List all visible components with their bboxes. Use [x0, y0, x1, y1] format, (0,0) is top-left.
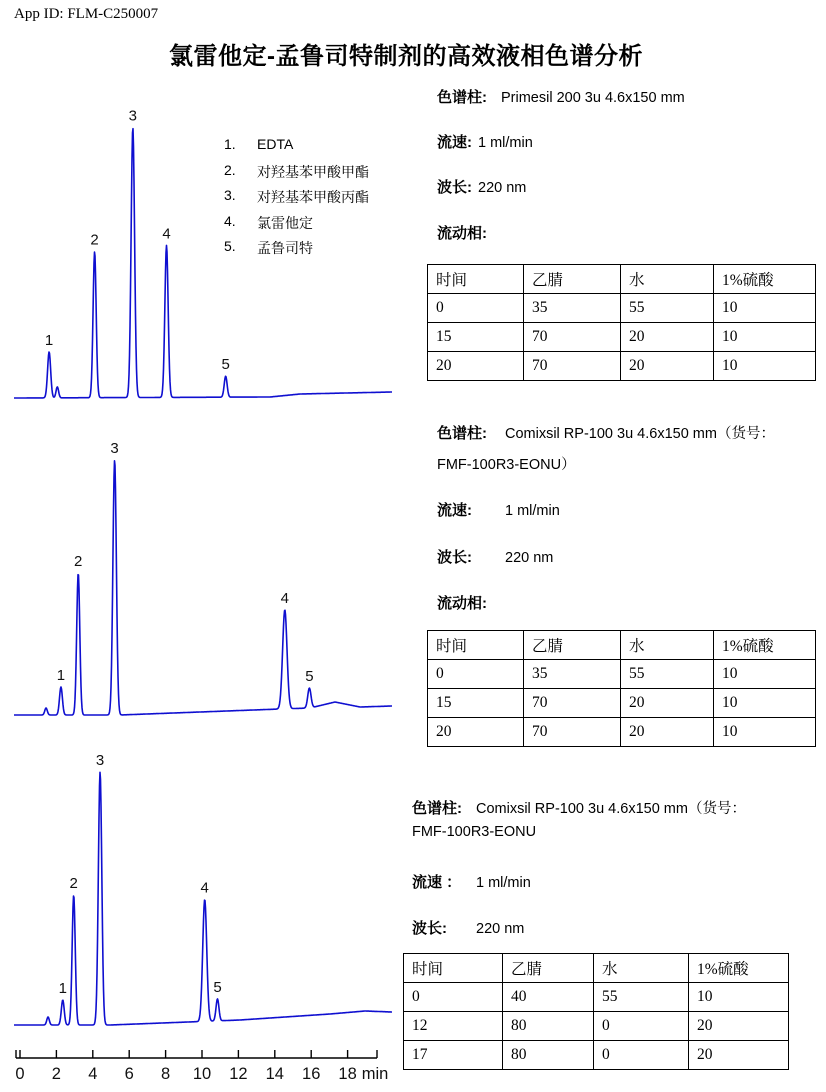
column-label: 色谱柱: [437, 425, 487, 442]
legend-item-number: 5. [224, 238, 236, 254]
mp-cell: 70 [524, 718, 621, 747]
wavelength-value: 220 nm [476, 921, 525, 937]
peak-label: 3 [128, 108, 137, 125]
mp-cell: 55 [621, 294, 714, 323]
mp-col-header: 乙腈 [524, 631, 621, 660]
chromatogram-2 [0, 420, 400, 722]
peak-legend [224, 136, 369, 264]
column-row-1 [437, 86, 685, 107]
mp-cell: 20 [689, 1012, 789, 1041]
flow-rate-value: 1 ml/min [476, 875, 531, 891]
mp-cell: 10 [714, 352, 816, 381]
peak-label: 4 [200, 879, 209, 897]
axis-tick-label: 6 [124, 1065, 134, 1083]
mp-cell: 0 [594, 1041, 689, 1070]
mp-cell: 0 [594, 1012, 689, 1041]
mp-col-header: 乙腈 [503, 954, 594, 983]
axis-unit-label: min [361, 1065, 389, 1083]
flow-rate-value: 1 ml/min [505, 503, 560, 519]
table-row [404, 954, 789, 983]
mp-cell: 0 [428, 660, 524, 689]
table-row [428, 294, 816, 323]
wavelength-row-3 [412, 917, 524, 938]
mp-cell: 20 [621, 323, 714, 352]
mp-cell: 70 [524, 323, 621, 352]
mp-cell: 55 [621, 660, 714, 689]
mp-cell: 70 [524, 352, 621, 381]
flow-rate-row-1 [437, 131, 533, 152]
column-value: Primesil 200 3u 4.6x150 mm [501, 90, 685, 106]
table-row [428, 352, 816, 381]
mp-col-header: 时间 [428, 631, 524, 660]
mp-cell: 20 [621, 689, 714, 718]
mobile-phase-row-2 [437, 592, 487, 613]
wavelength-value: 220 nm [478, 180, 527, 196]
table-row [428, 265, 816, 294]
mobile-phase-row-1 [437, 222, 487, 243]
page-title: 氯雷他定-孟鲁司特制剂的高效液相色谱分析 [169, 43, 643, 70]
mobile-phase-label: 流动相: [437, 225, 487, 242]
mp-cell: 10 [714, 660, 816, 689]
mp-cell: 40 [503, 983, 594, 1012]
legend-item-label: 孟鲁司特 [257, 240, 313, 256]
mobile-phase-label: 流动相: [437, 595, 487, 612]
flow-rate-label: 流速 ： [412, 874, 462, 891]
peak-label: 1 [44, 331, 54, 349]
axis-tick-label: 16 [302, 1065, 321, 1083]
column-label: 色谱柱: [412, 800, 462, 817]
legend-item [224, 238, 369, 264]
peak-label: 2 [69, 875, 78, 892]
legend-item-label: EDTA [257, 136, 294, 152]
legend-item-label: 对羟基苯甲酸丙酯 [257, 189, 369, 205]
wavelength-label: 波长: [437, 549, 472, 566]
legend-item-number: 4. [224, 212, 236, 229]
peak-label: 2 [74, 553, 83, 570]
mp-cell: 10 [714, 718, 816, 747]
column-value-line2: FMF-100R3-EONU [412, 824, 537, 840]
axis-tick-label: 18 [338, 1065, 357, 1083]
legend-item-label: 氯雷他定 [257, 214, 313, 231]
column-value: Comixsil RP-100 3u 4.6x150 mm（货号： [476, 801, 746, 817]
mp-cell: 35 [524, 294, 621, 323]
peak-label: 5 [305, 668, 314, 685]
app-id-text: App ID: FLM-C250007 [14, 6, 159, 22]
mp-col-header: 乙腈 [524, 265, 621, 294]
axis-tick-label: 8 [161, 1065, 171, 1083]
mp-col-header: 水 [594, 954, 689, 983]
column-label: 色谱柱: [437, 89, 487, 106]
mp-cell: 12 [404, 1012, 503, 1041]
mp-cell: 80 [503, 1012, 594, 1041]
mp-col-header: 时间 [428, 265, 524, 294]
legend-item-number: 3. [224, 187, 236, 203]
axis-tick-label: 14 [265, 1065, 284, 1083]
flow-rate-value: 1 ml/min [478, 135, 533, 151]
table-row [428, 718, 816, 747]
column-value: Comixsil RP-100 3u 4.6x150 mm（货号： [505, 426, 775, 442]
mp-cell: 10 [714, 294, 816, 323]
column-row-2-line2 [437, 453, 576, 474]
mp-cell: 20 [428, 352, 524, 381]
wavelength-value: 220 nm [505, 550, 554, 566]
mobile-phase-table-3 [403, 953, 789, 1070]
mp-col-header: 1%硫酸 [714, 265, 816, 294]
mp-cell: 70 [524, 689, 621, 718]
table-row [404, 983, 789, 1012]
mp-cell: 35 [524, 660, 621, 689]
wavelength-label: 波长: [412, 920, 447, 937]
axis-tick-label: 2 [51, 1065, 61, 1083]
legend-item [224, 162, 369, 188]
mp-cell: 15 [428, 689, 524, 718]
mp-col-header: 1%硫酸 [714, 631, 816, 660]
mobile-phase-table-1 [427, 264, 816, 381]
mp-cell: 80 [503, 1041, 594, 1070]
peak-label: 5 [213, 978, 222, 996]
peak-label: 4 [162, 225, 171, 243]
flow-rate-label: 流速: [437, 134, 472, 151]
mp-cell: 10 [714, 323, 816, 352]
flow-rate-label: 流速: [437, 502, 472, 519]
mp-col-header: 时间 [404, 954, 503, 983]
mp-cell: 17 [404, 1041, 503, 1070]
wavelength-row-1 [437, 176, 526, 197]
mp-col-header: 水 [621, 265, 714, 294]
mp-cell: 10 [689, 983, 789, 1012]
flow-rate-row-3 [412, 871, 531, 892]
peak-label: 1 [56, 667, 66, 684]
legend-item-number: 1. [224, 136, 236, 152]
table-row [428, 689, 816, 718]
mp-cell: 55 [594, 983, 689, 1012]
wavelength-label: 波长: [437, 179, 472, 196]
mp-cell: 10 [714, 689, 816, 718]
axis-tick-label: 10 [192, 1065, 212, 1083]
mp-col-header: 1%硫酸 [689, 954, 789, 983]
mp-cell: 20 [428, 718, 524, 747]
legend-item [224, 187, 369, 213]
legend-item-label: 对羟基苯甲酸甲酯 [257, 163, 369, 180]
mp-cell: 20 [621, 352, 714, 381]
peak-label: 2 [90, 231, 99, 249]
wavelength-row-2 [437, 546, 553, 567]
peak-label: 3 [110, 440, 119, 457]
mp-cell: 0 [404, 983, 503, 1012]
mp-cell: 20 [621, 718, 714, 747]
column-row-3-line2 [412, 824, 536, 840]
peak-label: 5 [221, 356, 230, 374]
legend-item [224, 213, 369, 239]
time-axis [0, 1042, 400, 1090]
mobile-phase-table-2 [427, 630, 816, 747]
table-row [428, 660, 816, 689]
table-row [404, 1041, 789, 1070]
legend-item [224, 136, 369, 162]
column-row-3 [412, 797, 746, 818]
column-row-2 [437, 422, 775, 443]
table-row [428, 323, 816, 352]
legend-item-number: 2. [224, 161, 236, 178]
axis-tick-label: 4 [88, 1065, 98, 1083]
mp-col-header: 水 [621, 631, 714, 660]
peak-label: 1 [58, 980, 67, 997]
table-row [404, 1012, 789, 1041]
chromatogram-3 [0, 745, 400, 1035]
table-row [428, 631, 816, 660]
flow-rate-row-2 [437, 499, 560, 520]
mp-cell: 20 [689, 1041, 789, 1070]
mp-cell: 0 [428, 294, 524, 323]
peak-label: 3 [95, 752, 105, 769]
column-value-line2: FMF-100R3-EONU） [437, 457, 576, 473]
mp-cell: 15 [428, 323, 524, 352]
axis-tick-label: 12 [229, 1065, 248, 1083]
axis-tick-label: 0 [15, 1065, 25, 1083]
peak-label: 4 [280, 589, 289, 607]
